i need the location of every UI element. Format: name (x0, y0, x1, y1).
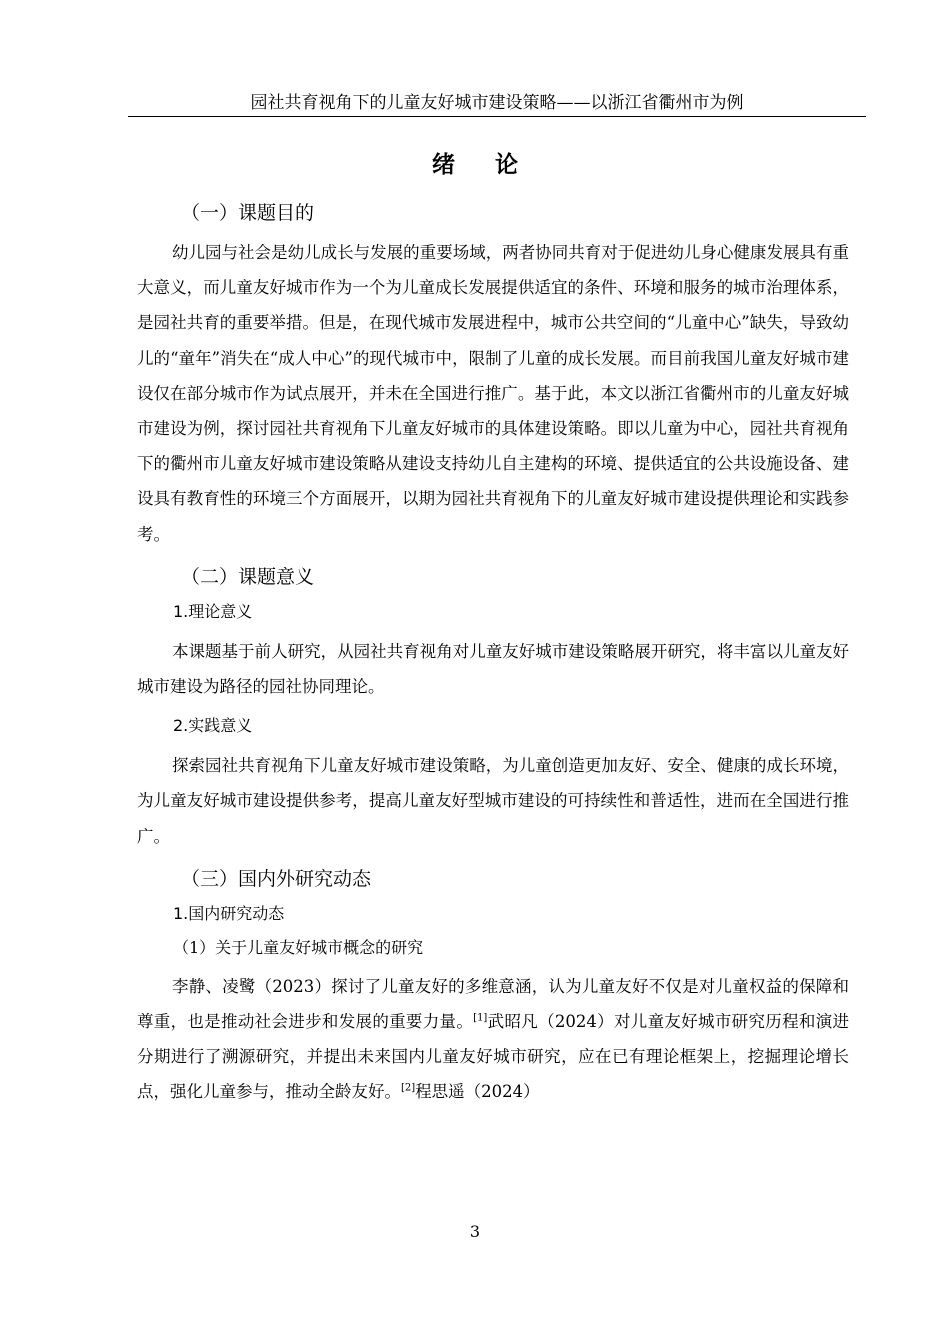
chapter-title: 绪论 (432, 152, 558, 178)
body-content (137, 200, 849, 1110)
subheading-theoretical: 1.理论意义 (173, 601, 253, 621)
section-heading-research-status: （三）国内外研究动态 (181, 867, 372, 890)
paragraph-concept-part1: 李静、凌鹭（2023）探讨了儿童友好的多维意涵，认为儿童友好不仅是对儿童权益的保障和尊重，也是推动社会进步和发展的重要力量。 (137, 976, 849, 1032)
paragraph-purpose: 幼儿园与社会是幼儿成长与发展的重要场域，两者协同共育对于促进幼儿身心健康发展具有重大意义，而儿童友好城市作为一个为儿童成长发展提供适宜的条件、环境和服务的城市治理体系，是园社共育的重要举措。但是，在现代城市发展进程中，城市公共空间的“儿童中心”缺失，导致幼儿的“童年”消失在“成人中心”的现代城市中，限制了儿童的成长发展。而目前我国儿童友好城市建设仅在部分城市作为试点展开，并未在全国进行推广。基于此，本文以浙江省衢州市的儿童友好城市建设为例，探讨园社共育视角下儿童友好城市的具体建设策略。即以儿童为中心，园社共育视角下的衢州市儿童友好城市建设策略从建设支持幼儿自主建构的环境、提供适宜的公共设施设备、建设具有教育性的环境三个方面展开，以期为园社共育视角下的儿童友好城市建设提供理论和实践参考。 (137, 243, 849, 544)
page-number: 3 (469, 1222, 481, 1241)
citation-ref-2: [2] (401, 1082, 416, 1094)
section-heading-significance: （二）课题意义 (181, 565, 315, 588)
section-heading-purpose: （一）课题目的 (181, 202, 315, 224)
paragraph-concept-part2: 武昭凡（2024）对儿童友好城市研究历程和演进分期进行了溯源研究，并提出未来国内儿童友好城市研究，应在已有理论框架上，挖掘理论增长点，强化儿童参与，推动全龄友好。 (137, 1012, 849, 1102)
running-header (128, 92, 866, 117)
citation-ref-1: [1] (473, 1012, 488, 1024)
item-heading-concept: （1）关于儿童友好城市概念的研究 (173, 937, 424, 957)
subheading-practical: 2.实践意义 (173, 716, 253, 736)
paragraph-concept-part3: 程思遥（2024） (415, 1082, 540, 1102)
paragraph-theoretical: 本课题基于前人研究，从园社共育视角对儿童友好城市建设策略展开研究，将丰富以儿童友好城市建设为路径的园社协同理论。 (137, 641, 849, 697)
paragraph-practical: 探索园社共育视角下儿童友好城市建设策略，为儿童创造更加友好、安全、健康的成长环境，为儿童友好城市建设提供参考，提高儿童友好型城市建设的可持续性和普适性，进而在全国进行推广。 (137, 756, 849, 846)
subheading-domestic: 1.国内研究动态 (173, 903, 285, 923)
running-header-title: 园社共育视角下的儿童友好城市建设策略——以浙江省衢州市为例 (250, 93, 744, 113)
paragraph-concept (137, 969, 849, 1110)
